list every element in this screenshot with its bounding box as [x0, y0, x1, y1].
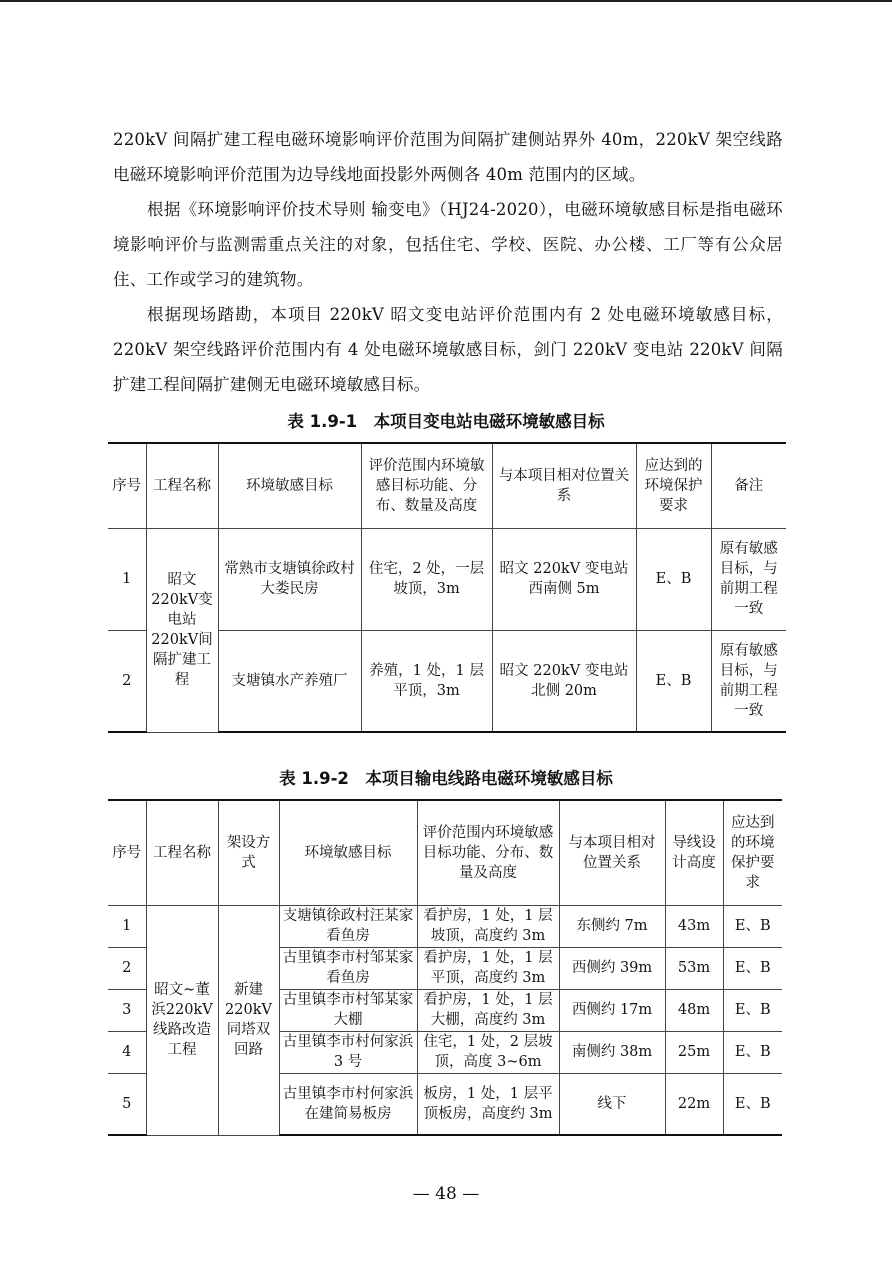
table-row — [108, 905, 782, 947]
protection-requirement: E、B — [723, 1073, 782, 1135]
sensitive-target: 支塘镇水产养殖厂 — [218, 630, 361, 732]
protection-requirement: E、B — [723, 947, 782, 989]
header-cell: 工程名称 — [146, 443, 218, 528]
relative-position: 西侧约 17m — [559, 989, 665, 1031]
target-description: 住宅，1 处，2 层坡顶，高度 3~6m — [417, 1031, 559, 1073]
sensitive-target: 古里镇李市村邹某家大棚 — [279, 989, 417, 1031]
table-2-caption: 表 1.9-2 本项目输电线路电磁环境敏感目标 — [279, 769, 613, 788]
header-cell: 与本项目相对位置关系 — [492, 443, 636, 528]
row-number: 1 — [108, 905, 146, 947]
protection-requirement: E、B — [636, 630, 711, 732]
conductor-height: 25m — [665, 1031, 723, 1073]
paragraph-scope: 220kV 间隔扩建工程电磁环境影响评价范围为间隔扩建侧站界外 40m，220kV 架空线路电磁环境影响评价范围为边导线地面投影外两侧各 40m 范围内的区域。 — [113, 130, 783, 184]
target-description: 看护房，1 处，1 层大棚，高度约 3m — [417, 989, 559, 1031]
protection-requirement: E、B — [636, 528, 711, 630]
remark: 原有敏感目标，与前期工程一致 — [711, 528, 786, 630]
row-number: 2 — [108, 947, 146, 989]
header-cell: 应达到的环境保护要求 — [636, 443, 711, 528]
row-number: 2 — [108, 630, 146, 732]
target-description: 养殖，1 处，1 层平顶，3m — [361, 630, 492, 732]
relative-position: 南侧约 38m — [559, 1031, 665, 1073]
row-number: 1 — [108, 528, 146, 630]
header-cell: 评价范围内环境敏感目标功能、分布、数量及高度 — [361, 443, 492, 528]
sensitive-target: 古里镇李市村何家浜在建简易板房 — [279, 1073, 417, 1135]
sensitive-target: 支塘镇徐政村汪某家看鱼房 — [279, 905, 417, 947]
protection-requirement: E、B — [723, 989, 782, 1031]
target-description: 板房，1 处，1 层平顶板房，高度约 3m — [417, 1073, 559, 1135]
header-cell: 应达到的环境保护要求 — [723, 800, 782, 905]
table-row — [108, 800, 782, 905]
protection-requirement: E、B — [723, 1031, 782, 1073]
line-sensitive-targets-table — [108, 799, 782, 1136]
target-description: 住宅，2 处，一层坡顶，3m — [361, 528, 492, 630]
paragraph-survey: 根据现场踏勘，本项目 220kV 昭文变电站评价范围内有 2 处电磁环境敏感目标，220kV 架空线路评价范围内有 4 处电磁环境敏感目标，剑门 220kV 变电站 220kV 间隔扩建工程间隔扩建侧无电磁环境敏感目标。 — [113, 305, 783, 394]
header-cell: 与本项目相对位置关系 — [559, 800, 665, 905]
header-cell: 环境敏感目标 — [279, 800, 417, 905]
remark: 原有敏感目标，与前期工程一致 — [711, 630, 786, 732]
row-number: 4 — [108, 1031, 146, 1073]
row-number: 5 — [108, 1073, 146, 1135]
erection-method: 新建220kV同塔双回路 — [218, 905, 279, 1135]
project-name: 昭文220kV变电站220kV间隔扩建工程 — [146, 528, 218, 732]
row-number: 3 — [108, 989, 146, 1031]
relative-position: 线下 — [559, 1073, 665, 1135]
conductor-height: 48m — [665, 989, 723, 1031]
table-row — [108, 528, 786, 630]
relative-position: 昭文 220kV 变电站北侧 20m — [492, 630, 636, 732]
header-cell: 评价范围内环境敏感目标功能、分布、数量及高度 — [417, 800, 559, 905]
sensitive-target: 古里镇李市村邹某家看鱼房 — [279, 947, 417, 989]
header-cell: 备注 — [711, 443, 786, 528]
page-number: — 48 — — [412, 1184, 480, 1204]
table-row — [108, 443, 786, 528]
conductor-height: 53m — [665, 947, 723, 989]
relative-position: 昭文 220kV 变电站西南侧 5m — [492, 528, 636, 630]
target-description: 看护房，1 处，1 层坡顶，高度约 3m — [417, 905, 559, 947]
conductor-height: 22m — [665, 1073, 723, 1135]
page-top-border — [0, 0, 892, 2]
header-cell: 环境敏感目标 — [218, 443, 361, 528]
header-cell: 序号 — [108, 800, 146, 905]
substation-sensitive-targets-table — [108, 442, 786, 733]
paragraph-guideline: 根据《环境影响评价技术导则 输变电》（HJ24-2020），电磁环境敏感目标是指电磁环境影响评价与监测需重点关注的对象，包括住宅、学校、医院、办公楼、工厂等有公众居住、工作或学习的建筑物。 — [113, 200, 783, 289]
conductor-height: 43m — [665, 905, 723, 947]
header-cell: 工程名称 — [146, 800, 218, 905]
table-1-caption: 表 1.9-1 本项目变电站电磁环境敏感目标 — [287, 412, 605, 431]
header-cell: 序号 — [108, 443, 146, 528]
header-cell: 架设方式 — [218, 800, 279, 905]
project-name: 昭文~董浜220kV线路改造工程 — [146, 905, 218, 1135]
protection-requirement: E、B — [723, 905, 782, 947]
target-description: 看护房，1 处，1 层平顶，高度约 3m — [417, 947, 559, 989]
sensitive-target: 古里镇李市村何家浜 3 号 — [279, 1031, 417, 1073]
relative-position: 东侧约 7m — [559, 905, 665, 947]
sensitive-target: 常熟市支塘镇徐政村大娄民房 — [218, 528, 361, 630]
header-cell: 导线设计高度 — [665, 800, 723, 905]
relative-position: 西侧约 39m — [559, 947, 665, 989]
